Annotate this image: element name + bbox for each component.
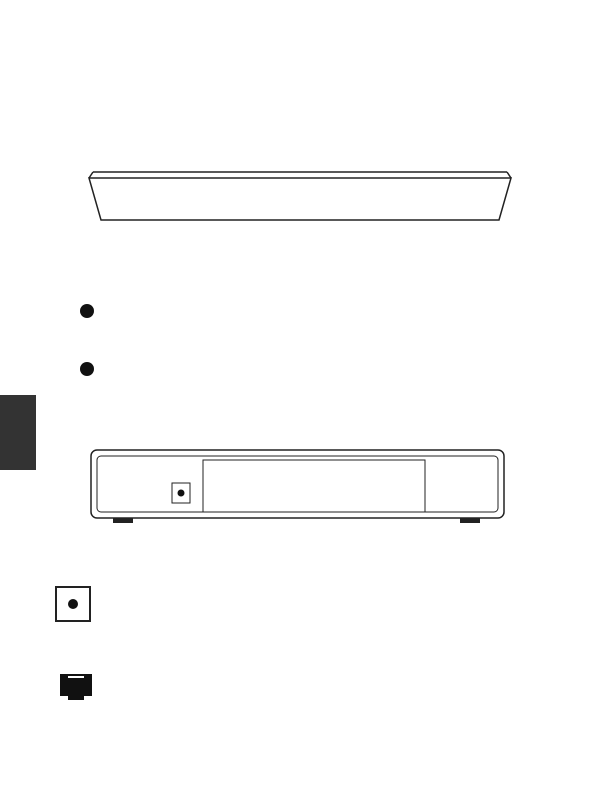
ethernet-led-icon xyxy=(80,362,94,376)
power-led-icon xyxy=(80,304,94,318)
power-connector-icon xyxy=(55,586,91,622)
front-panel-illustration xyxy=(85,168,515,228)
rj45-port-icon xyxy=(56,670,96,700)
side-tab xyxy=(0,395,36,470)
rear-panel-illustration xyxy=(88,446,508,528)
